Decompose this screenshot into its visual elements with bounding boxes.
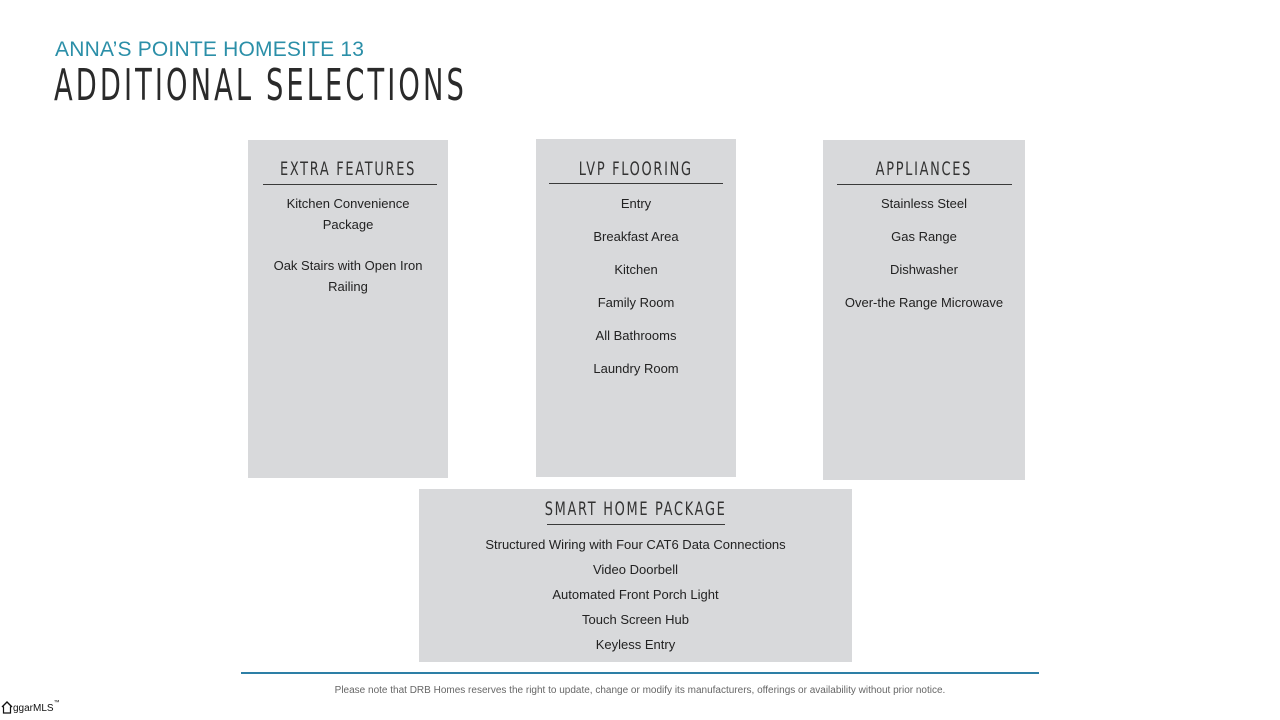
mls-logo bbox=[1, 700, 60, 714]
footer-disclaimer: Please note that DRB Homes reserves the right to update, change or modify its manufacturers, offerings or availability without prior notice. bbox=[334, 685, 946, 696]
list-item: Automated Front Porch Light bbox=[552, 587, 719, 602]
extra-features-list bbox=[248, 193, 448, 317]
page-subtitle: ANNA’S POINTE HOMESITE 13 bbox=[55, 38, 365, 61]
appliances-title: APPLIANCES bbox=[875, 158, 973, 180]
lvp-flooring-list bbox=[536, 193, 736, 391]
list-item: Stainless Steel bbox=[881, 196, 967, 211]
list-item: Keyless Entry bbox=[595, 637, 676, 652]
smart-home-list bbox=[419, 534, 852, 659]
extra-features-header bbox=[248, 158, 448, 180]
smart-home-panel bbox=[419, 489, 852, 662]
appliances-rule bbox=[837, 184, 1012, 185]
list-item: Family Room bbox=[597, 295, 675, 310]
footer-divider bbox=[241, 672, 1039, 674]
list-item: Video Doorbell bbox=[592, 562, 679, 577]
appliances-panel bbox=[823, 140, 1025, 480]
lvp-flooring-title: LVP FLOORING bbox=[579, 158, 693, 180]
list-item: Entry bbox=[620, 196, 652, 211]
list-item: All Bathrooms bbox=[595, 328, 677, 343]
page-title: ADDITIONAL SELECTIONS bbox=[54, 60, 467, 111]
smart-home-rule bbox=[547, 524, 725, 525]
lvp-flooring-panel bbox=[536, 139, 736, 477]
list-item: Kitchen bbox=[614, 262, 658, 277]
list-item: Gas Range bbox=[891, 229, 957, 244]
mls-logo-tm: ™ bbox=[53, 700, 60, 706]
list-item: Laundry Room bbox=[593, 361, 679, 376]
lvp-flooring-rule bbox=[549, 183, 723, 184]
extra-features-rule bbox=[263, 184, 437, 185]
extra-features-title: EXTRA FEATURES bbox=[280, 158, 416, 180]
list-item: Dishwasher bbox=[890, 262, 958, 277]
appliances-header bbox=[823, 158, 1025, 180]
appliances-list bbox=[823, 193, 1025, 325]
list-item: Breakfast Area bbox=[593, 229, 679, 244]
lvp-flooring-header bbox=[536, 158, 736, 180]
mls-logo-text: ggarMLS bbox=[13, 703, 54, 714]
list-item: Kitchen Convenience Package bbox=[286, 196, 410, 232]
smart-home-title: SMART HOME PACKAGE bbox=[544, 498, 727, 520]
extra-features-panel bbox=[248, 140, 448, 478]
list-item: Over-the Range Microwave bbox=[844, 295, 1004, 310]
list-item: Structured Wiring with Four CAT6 Data Connections bbox=[485, 537, 786, 552]
smart-home-header bbox=[419, 498, 852, 520]
list-item: Touch Screen Hub bbox=[582, 612, 689, 627]
house-icon bbox=[1, 700, 13, 714]
list-item: Oak Stairs with Open Iron Railing bbox=[273, 258, 423, 294]
